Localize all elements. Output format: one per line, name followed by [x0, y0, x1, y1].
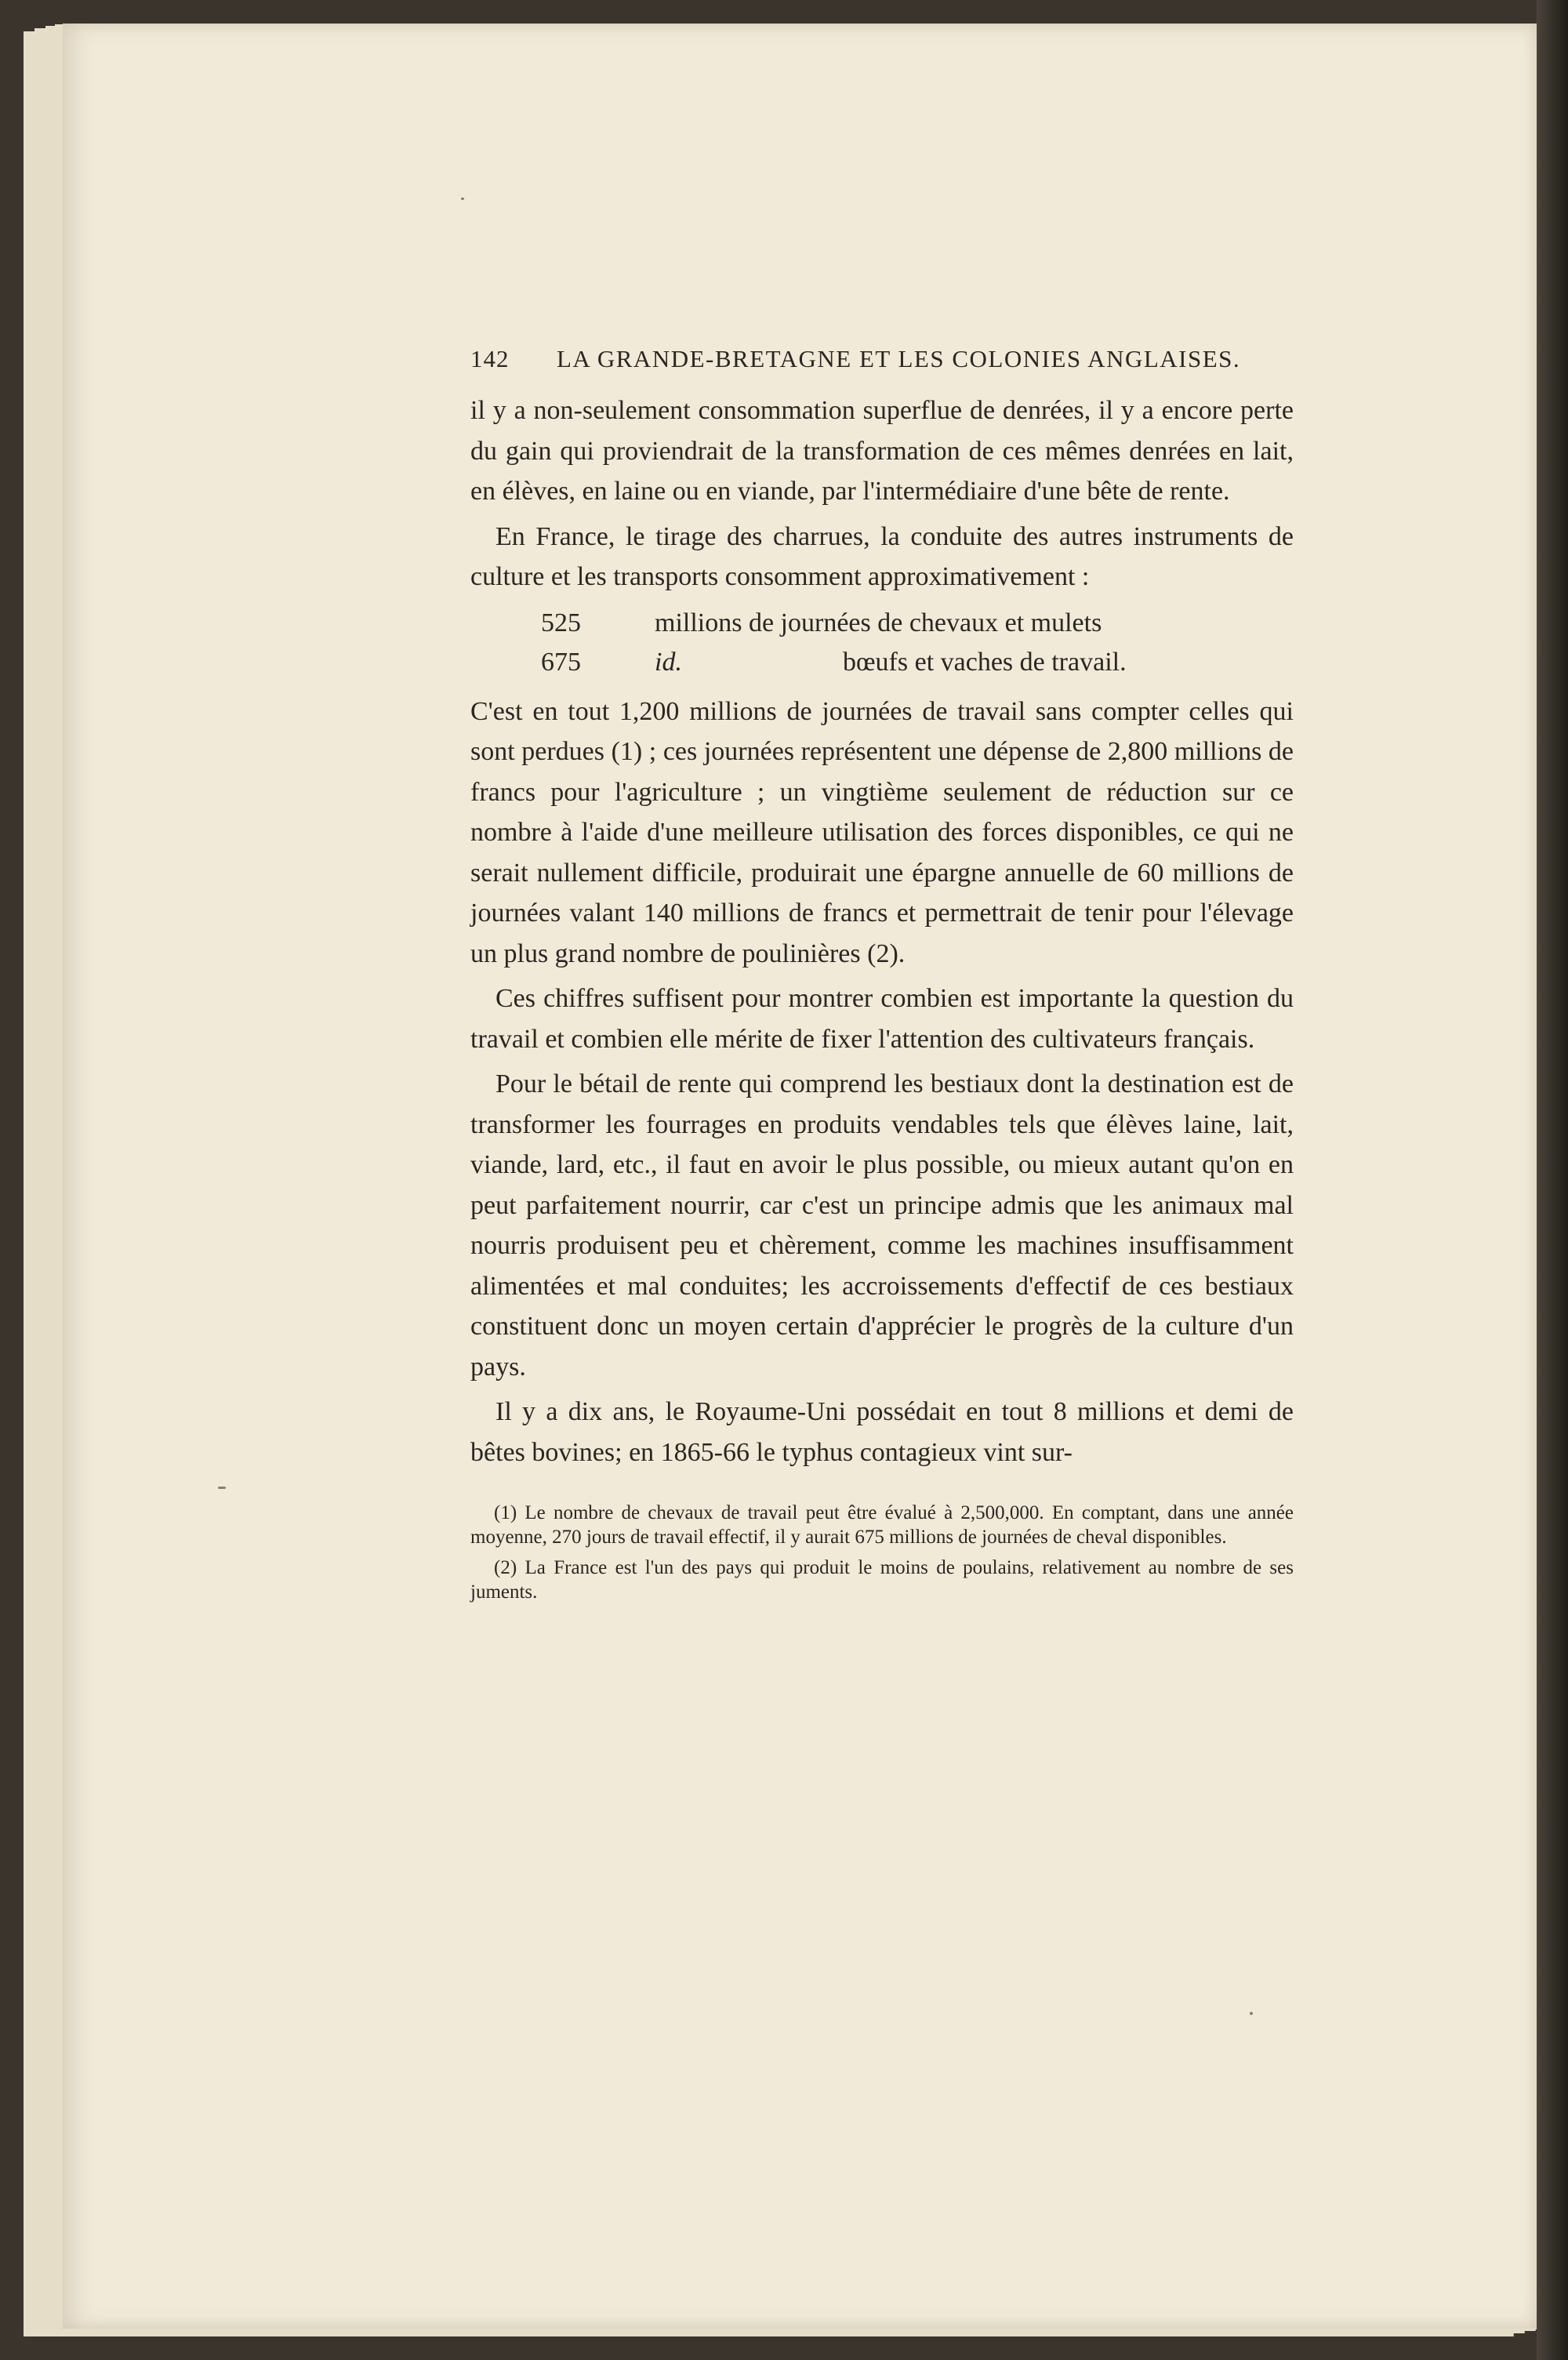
paragraph: Pour le bétail de rente qui comprend les bestiaux dont la destination est de transformer les fourrages en produits vendables tels que élèves laine, lait, viande, lard, etc., il faut en avoir le plus possible, ou mieux autant qu'on en peut parfaitement nourrir, car c'est un principe admis que les animaux mal nourris produisent peu et chèrement, comme les machines insuffisamment alimentées et mal conduites; les accroissements d'effectif de ces bestiaux constituent donc un moyen certain d'apprécier le progrès de la culture d'un pays.: [470, 1069, 1294, 1382]
paragraph: Ces chiffres suffisent pour montrer combien est importante la question du travail et combien elle mérite de fixer l'attention des cultivateurs français.: [470, 984, 1294, 1054]
paragraph: il y a non-seulement consommation superflue de denrées, il y a encore perte du gain qui proviendrait de la transformation de ces mêmes denrées en lait, en élèves, en laine ou en viande, par l'intermédiaire d'une bête de rente.: [470, 396, 1294, 506]
tally-count: 675: [541, 647, 581, 677]
tally-label: bœufs et vaches de travail.: [843, 647, 1127, 677]
tally-idem: id.: [655, 647, 682, 677]
tally-list: [541, 604, 1294, 682]
page-number: 142: [470, 345, 510, 372]
footnote: (2) La France est l'un des pays qui produit le moins de poulains, relativement au nombre de ses juments.: [470, 1557, 1294, 1603]
tally-row: [541, 604, 1294, 643]
footnotes: [470, 1501, 1294, 1604]
paper-speck: [1250, 2012, 1253, 2015]
tally-label: millions de journées de chevaux et mulets: [655, 608, 1102, 637]
paragraph: C'est en tout 1,200 millions de journées de travail sans compter celles qui sont perdues (1) ; ces journées représentent une dépense de 2,800 millions de francs pour l'agriculture ; un vingtième seulement de réduction sur ce nombre à l'aide d'une meilleure utilisation des forces disponibles, ce qui ne serait nullement difficile, produirait une épargne annuelle de 60 millions de journées valant 140 millions de francs et permettrait de tenir pour l'élevage un plus grand nombre de poulinières (2).: [470, 696, 1294, 968]
paper-speck: [218, 1487, 226, 1489]
paragraph: En France, le tirage des charrues, la conduite des autres instruments de culture et les transports consomment approximativement :: [470, 521, 1294, 591]
facing-page-shadow: [1537, 0, 1568, 2360]
tally-row: [541, 643, 1294, 682]
page-text: [470, 345, 1294, 1610]
running-title: LA GRANDE-BRETAGNE ET LES COLONIES ANGLAISES.: [557, 345, 1241, 372]
paper-speck: [461, 198, 464, 200]
running-header: [470, 345, 1294, 384]
footnote: (1) Le nombre de chevaux de travail peut être évalué à 2,500,000. En comptant, dans une année moyenne, 270 jours de travail effectif, il y aurait 675 millions de journées de cheval disponibles.: [470, 1502, 1294, 1548]
paragraph: Il y a dix ans, le Royaume-Uni possédait en tout 8 millions et demi de bêtes bovines; en 1865-66 le typhus contagieux vint sur-: [470, 1397, 1294, 1467]
tally-count: 525: [541, 608, 581, 637]
